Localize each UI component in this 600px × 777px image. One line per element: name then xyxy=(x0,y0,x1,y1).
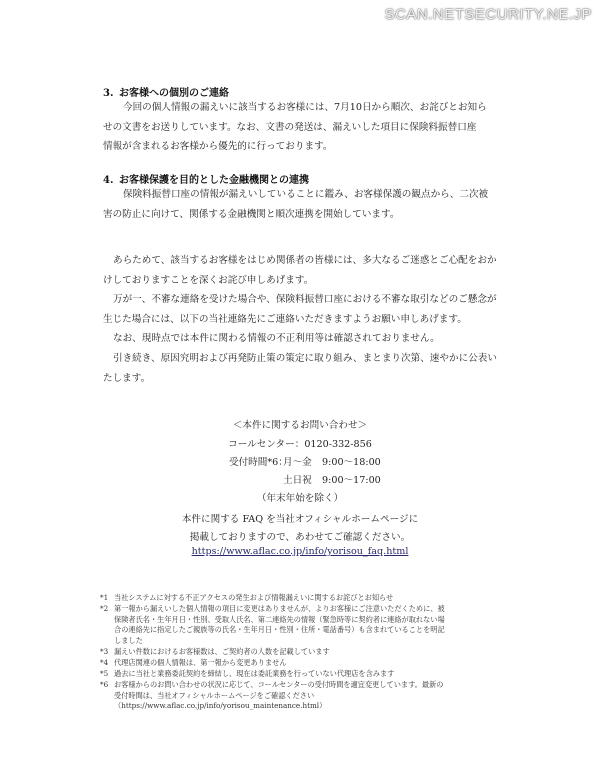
footnote-6 xyxy=(100,680,520,712)
section-3-title: お客様への個別のご連絡 xyxy=(119,88,229,99)
footnote-line: 漏えい件数におけるお客様数は、ご契約者の人数を記載しています xyxy=(114,647,330,656)
footnote-line: 合の連絡先に指定したご親族等の氏名・生年月日・性別・住所・電話番号）も含まれていることを明記 xyxy=(114,625,445,635)
section-3-body xyxy=(103,98,487,157)
footnote-1 xyxy=(100,593,520,604)
footnote-marker: *6 xyxy=(100,680,109,689)
footnote-4 xyxy=(100,658,520,669)
hours-weekend-time: 9:00～17:00 xyxy=(322,475,381,486)
footnote-line: お客様からのお問い合わせの状況に応じて、コールセンターの受付時間を適宜変更しています。最新の xyxy=(114,680,444,689)
footnote-marker: *3 xyxy=(100,647,109,656)
faq-line-1: 本件に関する FAQ を当社オフィシャルホームページに xyxy=(181,514,419,525)
section-4-body xyxy=(103,185,488,224)
apology-line: あらためて、該当するお客様をはじめ関係者の皆様には、多大なるご迷惑とご心配をおか xyxy=(113,255,497,266)
closing-line: たします。 xyxy=(103,372,151,384)
section-4-title: お客様保護を目的とした金融機関との連携 xyxy=(119,175,309,186)
footnote-2 xyxy=(100,604,520,646)
footnote-line: 保険者氏名・生年月日・性別、受取人氏名、第二連絡先の情報（緊急時等に契約者に連絡が取れない場 xyxy=(114,614,445,624)
footnote-3 xyxy=(100,647,520,658)
hours-note: （年末年始を除く） xyxy=(256,493,344,504)
section-3-number: 3. xyxy=(103,88,114,99)
contact-heading: ＜本件に関するお問い合わせ＞ xyxy=(232,420,368,431)
faq-link-row xyxy=(0,546,600,557)
footnote-marker: *5 xyxy=(100,669,109,678)
hours-weekday-time: 9:00～18:00 xyxy=(322,457,381,468)
apology-line: 万が一、不審な連絡を受けた場合や、保険料振替口座における不審な取引などのご懸念が xyxy=(113,294,497,305)
footnote-marker: *2 xyxy=(100,604,109,613)
faq-link[interactable]: https://www.aflac.co.jp/info/yorisou_faq.html xyxy=(191,546,409,557)
section-4-line: 害の防止に向けて、関係する金融機関と順次連携を開始しています。 xyxy=(103,208,400,220)
footnote-line: 受付時間は、当社オフィシャルホームページをご確認ください xyxy=(114,690,315,700)
section-3-line: 今回の個人情報の漏えいに該当するお客様には、7月10日から順次、お詫びとお知ら xyxy=(123,102,487,113)
section-4-heading xyxy=(103,171,309,186)
footnote-link[interactable]: （https://www.aflac.co.jp/info/yorisou_maintenance.html） xyxy=(114,701,327,711)
footnote-line: しました xyxy=(114,635,143,645)
hours-label: 受付時間*6： xyxy=(229,457,288,468)
site-watermark: SCAN.NETSECURITY.NE.JP xyxy=(384,6,592,23)
apology-line: 生じた場合には、以下の当社連絡先にご連絡いただきますようお願い申しあげます。 xyxy=(103,313,467,325)
footnote-line: 過去に当社と業務委託契約を締結し、現在は委託業務を行っていない代理店を含みます xyxy=(114,669,395,678)
apology-paragraph xyxy=(103,251,497,349)
section-4-line: 保険料振替口座の情報が漏えいしていることに鑑み、お客様保護の観点から、二次被 xyxy=(123,189,489,200)
section-3-line: 情報が含まれるお客様から優先的に行っております。 xyxy=(103,141,333,152)
faq-line-2: 掲載しておりますので、あわせてご確認ください。 xyxy=(189,532,411,543)
apology-line: けしておりますことを深くお詫び申しあげます。 xyxy=(103,274,314,286)
section-3-line: せの文書をお送りしています。なお、文書の発送は、漏えいした項目に保険料振替口座 xyxy=(103,121,477,133)
hours-weekday-days: 月～金 xyxy=(283,457,312,468)
footnote-marker: *4 xyxy=(100,658,109,667)
call-center-number: コールセンター：0120-332-856 xyxy=(228,439,372,450)
footnote-marker: *1 xyxy=(100,593,109,602)
apology-line: なお、現時点では本件に関わる情報の不正利用等は確認されておりません。 xyxy=(113,333,440,344)
section-4-number: 4. xyxy=(103,175,114,186)
closing-paragraph xyxy=(103,349,497,388)
closing-line: 引き続き、原因究明および再発防止策の策定に取り組み、まとまり次第、速やかに公表い xyxy=(113,353,497,364)
hours-weekend-days: 土日祝 xyxy=(283,475,312,486)
footnote-line: 当社システムに対する不正アクセスの発生および情報漏えいに関するお詫びとお知らせ xyxy=(114,593,394,602)
footnote-line: 代理店関連の個人情報は、第一報から変更ありません xyxy=(114,658,287,667)
footnote-5 xyxy=(100,669,520,680)
footnote-line: 第一報から漏えいした個人情報の項目に変更はありませんが、よりお客様にご注意いただくために、被 xyxy=(114,604,445,613)
section-3-heading xyxy=(103,84,229,99)
